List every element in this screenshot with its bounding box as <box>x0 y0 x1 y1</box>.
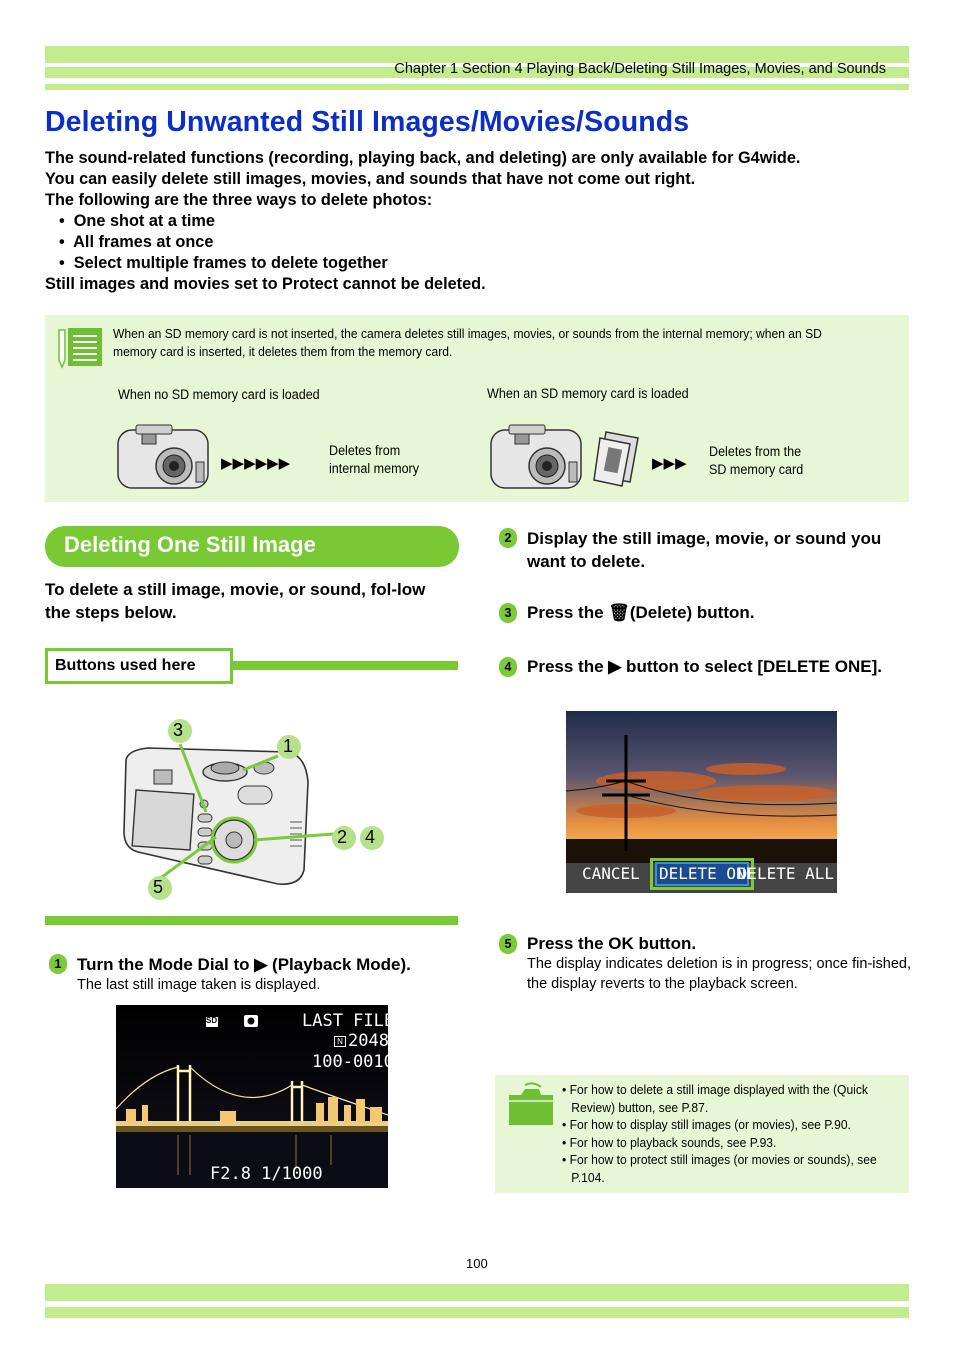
memo-icon <box>56 326 106 368</box>
intro-bullet: • All frames at once <box>59 233 214 251</box>
menu-delete-all[interactable]: DELETE ALL <box>737 864 834 883</box>
intro-line-1: The sound-related functions (recording, playing back, and deleting) are only available for G4wide. <box>45 149 801 167</box>
step-3-number: 3 <box>499 603 517 623</box>
section-heading: Deleting One Still Image <box>45 526 459 567</box>
section-divider <box>45 916 458 925</box>
tip-item: • For how to playback sounds, see P.93. <box>562 1134 777 1150</box>
step-4-number: 4 <box>499 657 517 677</box>
osd-resolution: 2048 <box>348 1031 389 1051</box>
section-lead: To delete a still image, movie, or sound, fol-low the steps below. <box>45 580 426 622</box>
callout-2: 2 <box>337 827 348 847</box>
folder-icon <box>507 1083 555 1127</box>
callout-3: 3 <box>173 720 184 740</box>
intro-line-4: Still images and movies set to Protect cannot be deleted. <box>45 275 486 293</box>
step-1-desc: The last still image taken is displayed. <box>77 977 321 993</box>
menu-cancel[interactable]: CANCEL <box>582 864 640 883</box>
result-sd: Deletes from the SD memory card <box>709 444 804 477</box>
camera-illustration <box>489 422 585 492</box>
arrow-indicator: ▶▶▶▶▶▶ <box>221 455 291 472</box>
tip-item: • For how to display still images (or movies), see P.90. <box>562 1117 851 1132</box>
intro-bullet: • Select multiple frames to delete together <box>59 254 388 272</box>
step-1-title: Turn the Mode Dial to ▶ (Playback Mode). <box>77 955 411 974</box>
camera-illustration <box>116 422 212 492</box>
step-1-number: 1 <box>49 954 67 974</box>
tip-item: • For how to delete a still image displayed with the (Quick Review) button, see P.87. <box>562 1082 868 1115</box>
footer-band-bottom <box>45 1307 909 1318</box>
header-band-thin <box>45 84 909 90</box>
intro-bullet: • One shot at a time <box>59 212 215 230</box>
sd-badge: SD <box>206 1016 218 1025</box>
osd-folder: 100-0010 <box>312 1052 394 1072</box>
callout-1: 1 <box>283 736 294 756</box>
menu-delete-one[interactable]: DELETE ONE <box>659 864 756 883</box>
caption-no-sd: When no SD memory card is loaded <box>118 387 320 402</box>
note-text: When an SD memory card is not inserted, the camera deletes still images, movies, or sounds from the internal memory; when an SD memory card is inserted, it deletes them from the memory card. <box>113 326 822 359</box>
step-5-number: 5 <box>499 934 517 954</box>
step-2-title: Display the still image, movie, or sound you want to delete. <box>527 529 882 571</box>
buttons-used-label: Buttons used here <box>45 648 233 684</box>
intro-line-3: The following are the three ways to delete photos: <box>45 191 433 209</box>
callout-4: 4 <box>365 827 376 847</box>
osd-exposure: F2.8 1/1000 <box>210 1164 323 1184</box>
chapter-heading: Chapter 1 Section 4 Playing Back/Deleting Still Images, Movies, and Sounds <box>394 61 886 77</box>
step-5-title: Press the OK button. <box>527 934 697 953</box>
page-title: Deleting Unwanted Still Images/Movies/Sounds <box>45 106 690 138</box>
tips-list <box>562 1081 902 1186</box>
page-number: 100 <box>466 1256 488 1271</box>
step-4-title: Press the ▶ button to select [DELETE ONE]. <box>527 657 883 676</box>
result-no-sd: Deletes from internal memory <box>329 443 420 476</box>
sd-card-icon <box>592 430 642 488</box>
tip-item: • For how to protect still images (or movies or sounds), see P.104. <box>562 1152 877 1185</box>
step-5-desc: The display indicates deletion is in progress; once fin-ished, the display reverts to the playback screen. <box>527 956 911 992</box>
intro-text <box>45 148 800 295</box>
footer-band-top <box>45 1284 909 1301</box>
osd-quality: N <box>334 1036 346 1047</box>
caption-sd: When an SD memory card is loaded <box>487 386 689 401</box>
callout-5: 5 <box>153 877 164 897</box>
osd-last-file: LAST FILE <box>302 1011 395 1031</box>
buttons-used-rule <box>233 661 458 670</box>
arrow-indicator: ▶▶▶ <box>652 455 687 472</box>
step-3-title: Press the 🗑(Delete) button. <box>527 603 755 622</box>
camera-back-illustration <box>118 742 313 890</box>
intro-line-2: You can easily delete still images, movies, and sounds that have not come out right. <box>45 170 696 188</box>
step-2-number: 2 <box>499 528 517 548</box>
